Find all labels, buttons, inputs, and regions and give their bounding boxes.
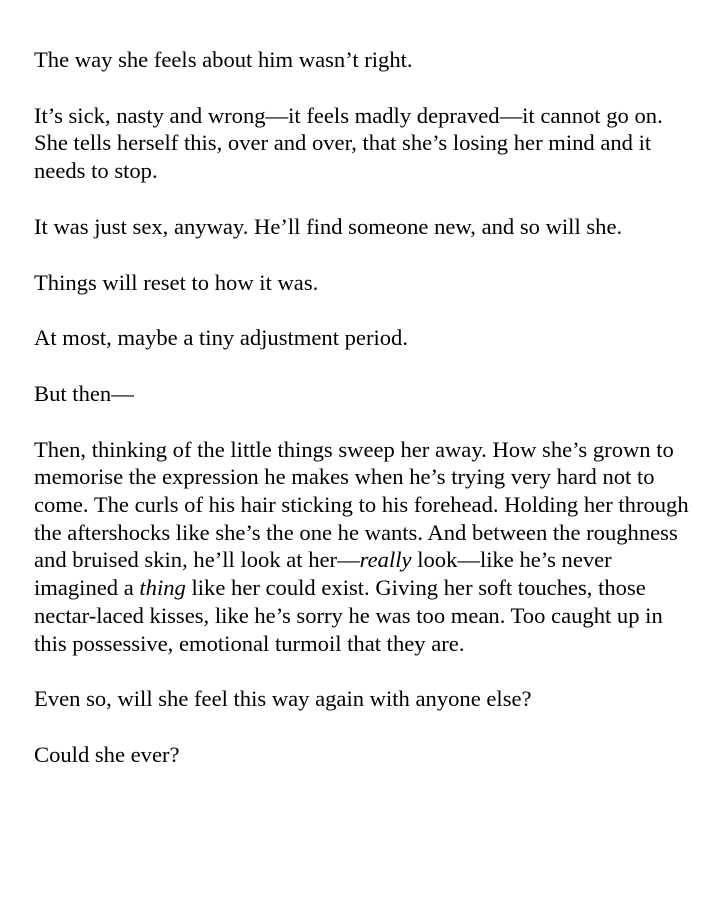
text-segment: It’s sick, nasty and wrong—it feels madly depraved—it cannot go on. She tells herself this, over and over, that she’s losing her mind and it needs to stop.: [34, 102, 663, 184]
paragraph: [34, 46, 698, 74]
paragraph: [34, 741, 698, 769]
text-segment: It was just sex, anyway. He’ll find someone new, and so will she.: [34, 213, 623, 239]
italic-emphasis: really: [359, 547, 412, 573]
paragraph: [34, 213, 698, 241]
document-page: [34, 46, 698, 769]
paragraph: [34, 324, 698, 352]
text-segment: Things will reset to how it was.: [34, 269, 319, 295]
paragraph: [34, 436, 698, 658]
italic-emphasis: thing: [139, 575, 186, 601]
paragraph: [34, 102, 698, 185]
text-segment: At most, maybe a tiny adjustment period.: [34, 325, 408, 351]
paragraph: [34, 269, 698, 297]
paragraph: [34, 380, 698, 408]
text-segment: look—like he’s never imagined a: [34, 547, 612, 601]
text-segment: Could she ever?: [34, 741, 180, 767]
text-segment: But then—: [34, 380, 134, 406]
paragraph: [34, 685, 698, 713]
text-segment: Even so, will she feel this way again with anyone else?: [34, 686, 532, 712]
text-segment: like her could exist. Giving her soft touches, those nectar-laced kisses, like he’s sorry he was too mean. Too caught up in this possessive, emotional turmoil that they are.: [34, 575, 663, 656]
text-segment: The way she feels about him wasn’t right.: [34, 47, 413, 72]
text-segment: Then, thinking of the little things sweep her away. How she’s grown to memorise the expression he makes when he’s trying very hard not to come. The curls of his hair sticking to his forehead. Holding her through the aftershocks like she’s the one he wants. And between the roughness and bruised skin, he’ll look at her—: [34, 436, 689, 573]
